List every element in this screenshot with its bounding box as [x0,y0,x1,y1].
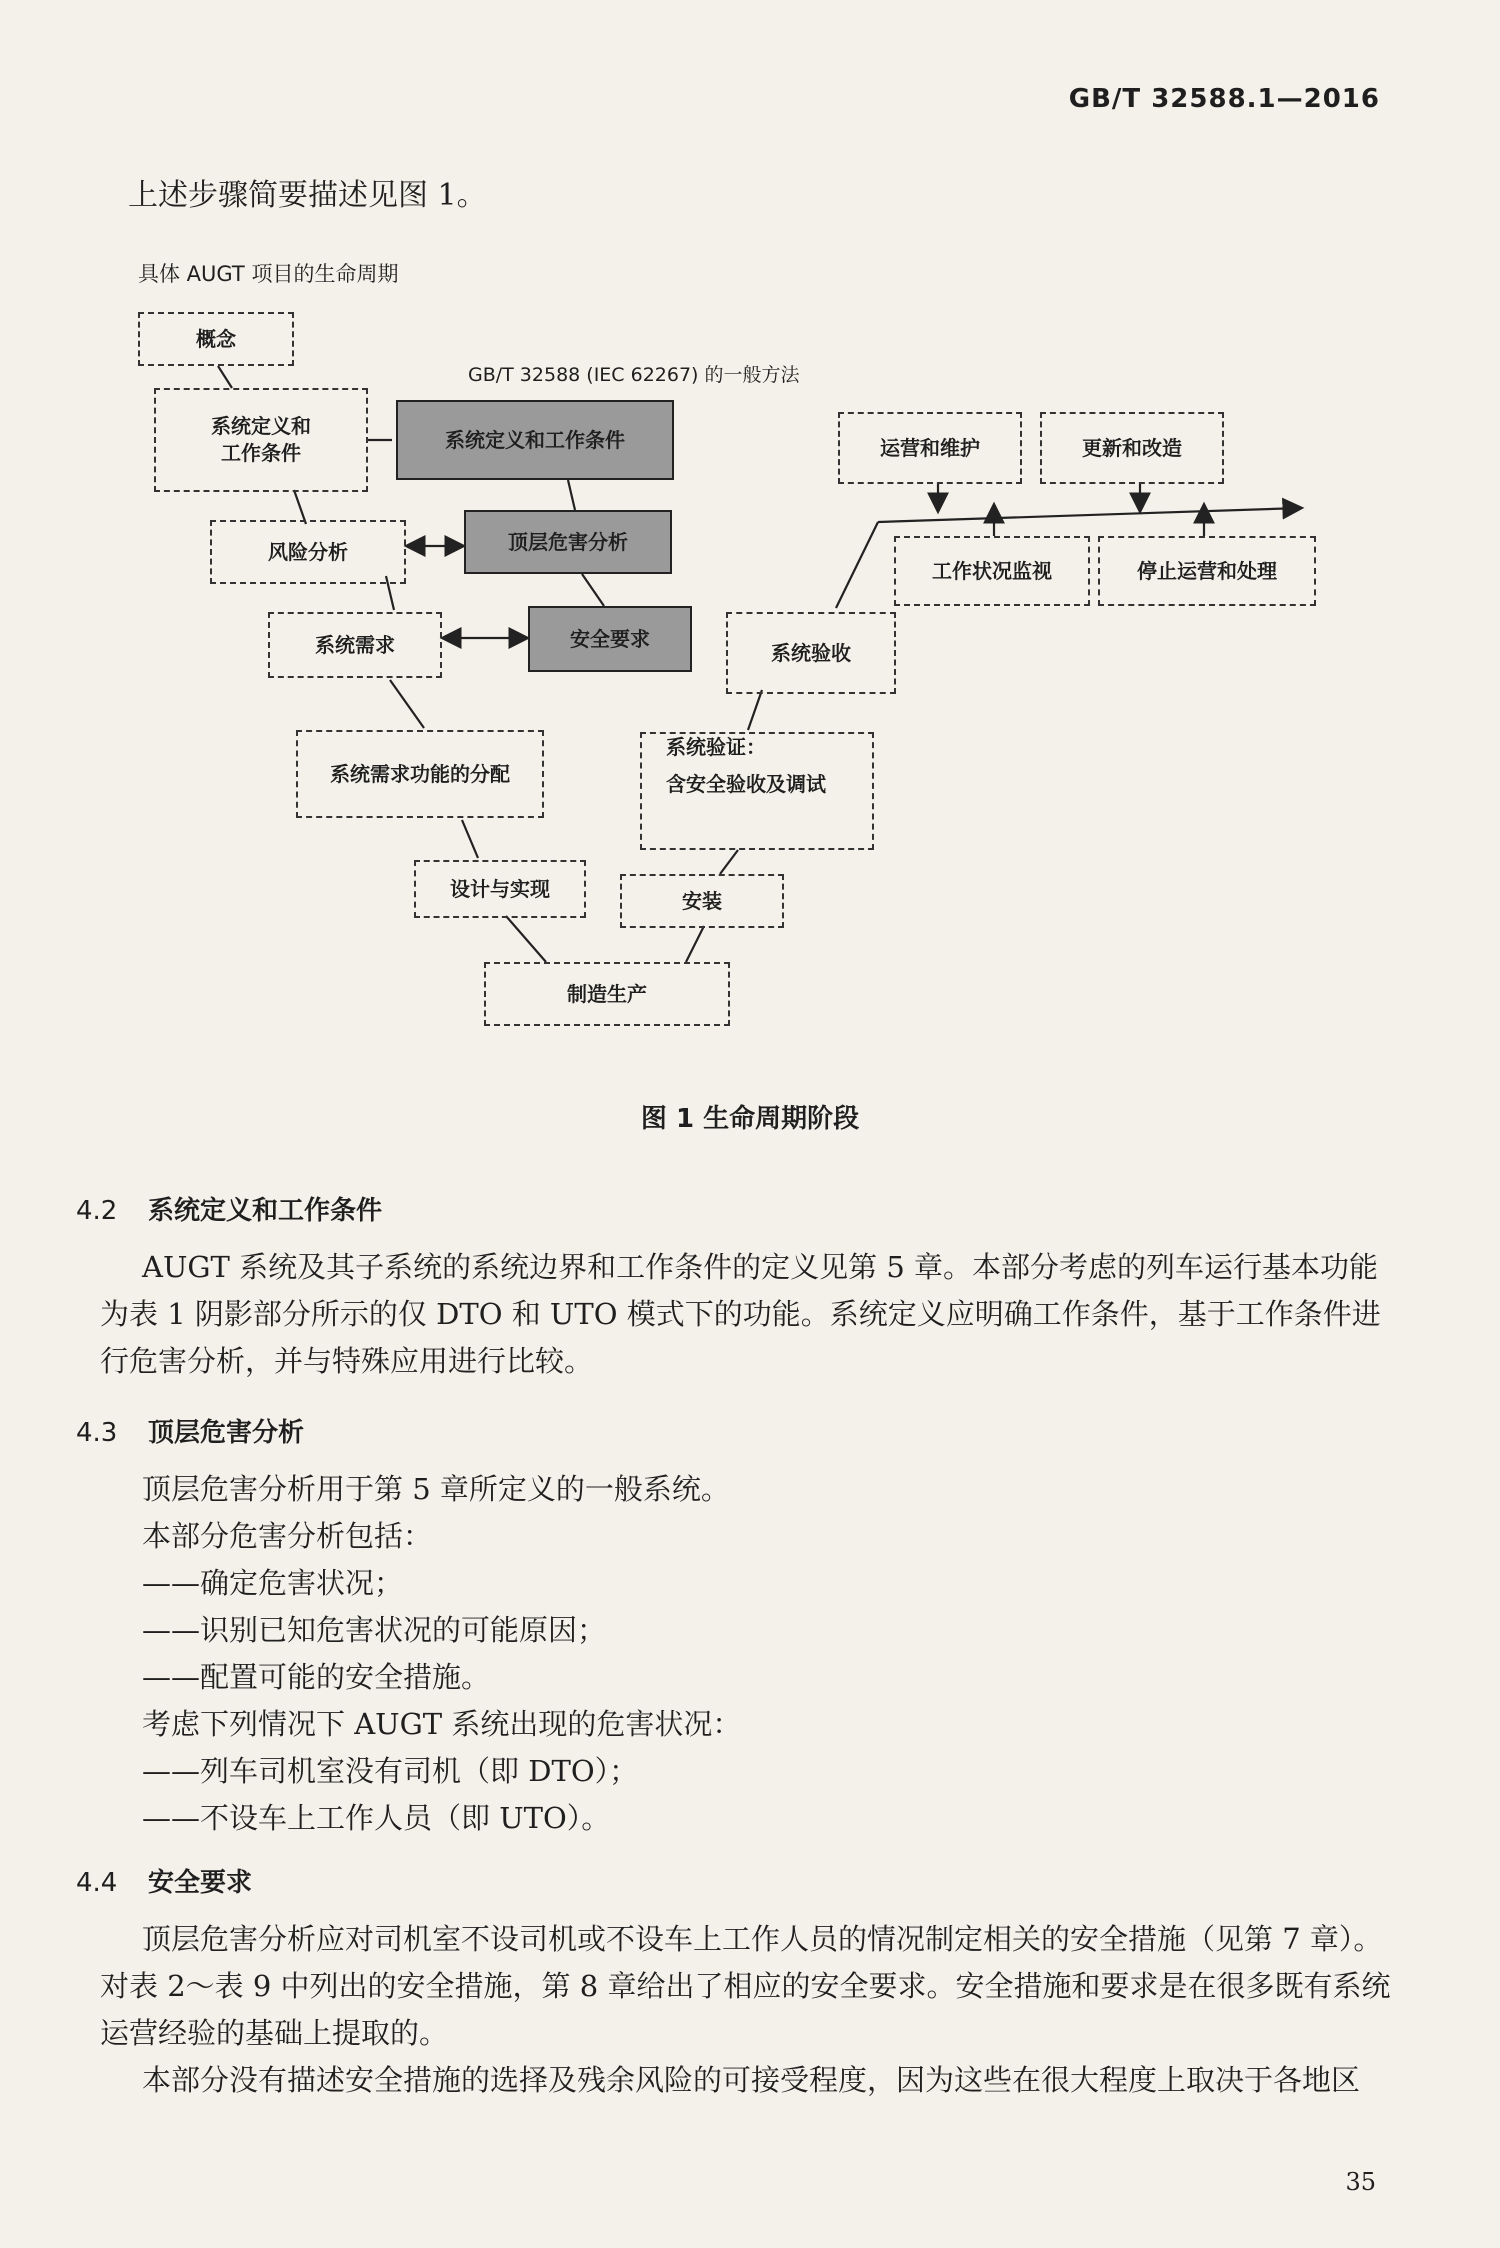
section-4-2-heading [76,1190,382,1227]
page-number: 35 [1345,2168,1376,2196]
text-line: 顶层危害分析用于第 5 章所定义的一般系统。 [142,1472,730,1506]
box-operation-maintenance: 运营和维护 [838,412,1022,484]
box-risk-analysis: 风险分析 [210,520,406,584]
paragraph: 本部分没有描述安全措施的选择及残余风险的可接受程度，因为这些在很大程度上取决于各地区 [142,2063,1361,2097]
text-line: 考虑下列情况下 AUGT 系统出现的危害状况： [142,1707,742,1741]
box-safety-requirements: 安全要求 [528,606,692,672]
list-item: ——不设车上工作人员（即 UTO）。 [142,1801,611,1835]
section-title: 系统定义和工作条件 [148,1196,383,1226]
box-system-definition-text: 系统定义和 工作条件 [211,414,311,465]
intro-text: 上述步骤简要描述见图 1。 [128,178,487,213]
box-installation: 安装 [620,874,784,928]
verification-line-2: 含安全验收及调试 [666,772,826,796]
figure-caption: 图 1 生命周期阶段 [640,1104,860,1134]
list-item: ——确定危害状况； [142,1566,404,1600]
box-design-implementation: 设计与实现 [414,860,586,918]
figure-top-label: 具体 AUGT 项目的生命周期 [138,262,399,286]
paragraph: AUGT 系统及其子系统的系统边界和工作条件的定义见第 5 章。本部分考虑的列车运行基本功能为表 1 阴影部分所示的仅 DTO 和 UTO 模式下的功能。系统定义应明确工作条件，基于工作条件进行危害分析，并与特殊应用进行比较。 [100,1250,1381,1378]
box-concept: 概念 [138,312,294,366]
box-system-definition [154,388,368,492]
box-function-allocation: 系统需求功能的分配 [296,730,544,818]
box-condition-monitoring: 工作状况监视 [894,536,1090,606]
list-item: ——列车司机室没有司机（即 DTO）； [142,1754,639,1788]
section-title: 安全要求 [148,1868,253,1898]
section-number: 4.4 [76,1868,118,1898]
section-number: 4.2 [76,1196,118,1226]
section-4-2-body [100,1244,1396,1385]
box-update-modification: 更新和改造 [1040,412,1224,484]
text-line: 本部分危害分析包括： [142,1519,433,1553]
paragraph: 顶层危害分析应对司机室不设司机或不设车上工作人员的情况制定相关的安全措施（见第 7 章）。对表 2～表 9 中列出的安全措施，第 8 章给出了相应的安全要求。安全措施和要求是在很多既有系统运营经验的基础上提取的。 [100,1922,1391,2050]
box-top-hazard-analysis: 顶层危害分析 [464,510,672,574]
section-title: 顶层危害分析 [148,1418,305,1448]
section-4-3-heading [76,1412,304,1449]
standard-number: GB/T 32588.1—2016 [1068,84,1380,114]
box-system-acceptance: 系统验收 [726,612,896,694]
list-item: ——配置可能的安全措施。 [142,1660,491,1694]
box-decommissioning: 停止运营和处理 [1098,536,1316,606]
section-4-4-heading [76,1862,252,1899]
section-number: 4.3 [76,1418,118,1448]
verification-line-1: 系统验证： [666,735,766,759]
section-4-4-body [100,1916,1396,2104]
list-item: ——识别已知危害状况的可能原因； [142,1613,607,1647]
box-system-verification [640,732,874,850]
box-manufacturing: 制造生产 [484,962,730,1026]
box-system-requirements: 系统需求 [268,612,442,678]
section-4-3-body [100,1466,1396,1842]
box-system-definition-gb: 系统定义和工作条件 [396,400,674,480]
figure-gb-label: GB/T 32588 (IEC 62267) 的一般方法 [468,364,800,386]
